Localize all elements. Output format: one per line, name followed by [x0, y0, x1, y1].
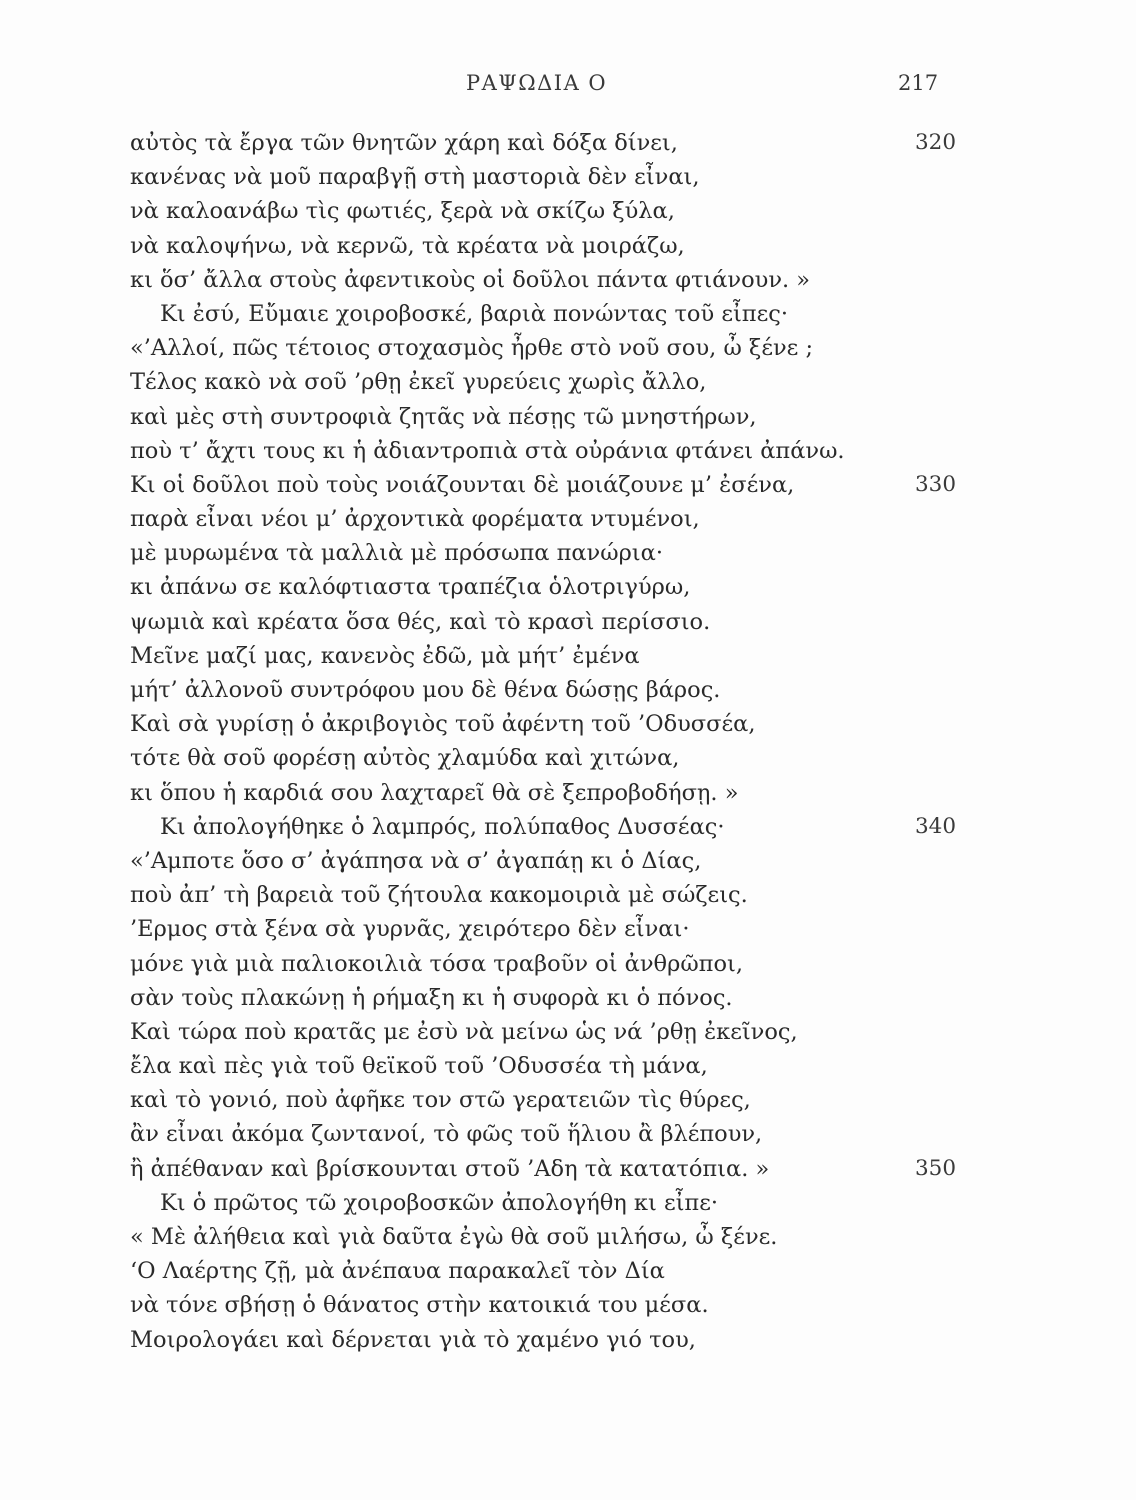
verse-text: Μοιρολογάει καὶ δέρνεται γιὰ τὸ χαμένο γιό του,	[130, 1326, 696, 1353]
verse-line	[0, 160, 1136, 194]
verse-line	[0, 331, 1136, 365]
verse-line	[0, 434, 1136, 468]
verse-text: μήτ’ ἀλλονοῦ συντρόφου μου δὲ θένα δώσῃς βάρος.	[130, 677, 721, 703]
verse-text: Καὶ σὰ γυρίσῃ ὁ ἀκριβογιὸς τοῦ ἀφέντη τοῦ ’Οδυσσέα,	[130, 711, 756, 738]
running-head	[0, 66, 1136, 100]
verse-line	[0, 468, 1136, 502]
verse-text: Κι ὁ πρῶτος τῶ χοιροβοσκῶν ἀπολογήθη κι εἶπε·	[160, 1189, 719, 1216]
verse-line	[0, 229, 1136, 263]
verse-text: Καὶ τώρα ποὺ κρατᾶς με ἐσὺ νὰ μείνω ὡς νά ’ρθῃ ἐκεῖνος,	[130, 1018, 798, 1045]
verse-line	[0, 947, 1136, 981]
verse-line	[0, 536, 1136, 570]
verse-line	[0, 1220, 1136, 1254]
verse-text: κι ὅσ’ ἄλλα στοὺς ἀφεντικοὺς οἱ δοῦλοι πάντα φτιάνουν. »	[130, 266, 811, 293]
verse-line	[0, 1186, 1136, 1220]
verse-line	[0, 400, 1136, 434]
verse-text: Κι ἐσύ, Εὔμαιε χοιροβοσκέ, βαριὰ πονώντας τοῦ εἶπες·	[160, 300, 788, 327]
verse-line	[0, 1083, 1136, 1117]
verse-text: καὶ μὲς στὴ συντροφιὰ ζητᾶς νὰ πέσῃς τῶ μνηστήρων,	[130, 403, 757, 430]
running-title: ΡΑΨΩΔΙΑ Ο	[466, 71, 608, 95]
verse-block	[0, 126, 1136, 1357]
line-number: 340	[915, 813, 957, 839]
verse-text: κι ὅπου ἡ καρδιά σου λαχταρεῖ θὰ σὲ ξεπροβοδήσῃ. »	[130, 779, 739, 806]
verse-line	[0, 707, 1136, 741]
verse-line	[0, 605, 1136, 639]
verse-text: ἂν εἶναι ἀκόμα ζωντανοί, τὸ φῶς τοῦ ἥλιου ἂ βλέπουν,	[130, 1121, 763, 1148]
verse-line	[0, 912, 1136, 946]
verse-text: ψωμιὰ καὶ κρέατα ὅσα θές, καὶ τὸ κρασὶ περίσσιο.	[130, 608, 711, 635]
verse-text: ἢ ἀπέθαναν καὶ βρίσκουνται στοῦ ’Αδη τὰ κατατόπια. »	[130, 1155, 770, 1182]
verse-line	[0, 365, 1136, 399]
verse-text: νὰ καλοανάβω τὶς φωτιές, ξερὰ νὰ σκίζω ξύλα,	[130, 198, 675, 225]
verse-text: « Μὲ ἀλήθεια καὶ γιὰ δαῦτα ἐγὼ θὰ σοῦ μιλήσω, ὦ ξένε.	[130, 1224, 778, 1250]
verse-text: κι ἀπάνω σε καλόφτιαστα τραπέζια ὁλοτριγύρω,	[130, 574, 691, 601]
verse-line	[0, 263, 1136, 297]
verse-text: ποὺ τ’ ἄχτι τους κι ἡ ἀδιαντροπιὰ στὰ οὐράνια φτάνει ἀπάνω.	[130, 437, 845, 464]
verse-text: μὲ μυρωμένα τὰ μαλλιὰ μὲ πρόσωπα πανώρια·	[130, 540, 663, 567]
verse-line	[0, 639, 1136, 673]
verse-text: «’Αμποτε ὅσο σ’ ἀγάπησα νὰ σ’ ἀγαπάῃ κι ὁ Δίας,	[130, 847, 702, 874]
verse-text: Μεῖνε μαζί μας, κανενὸς ἐδῶ, μὰ μήτ’ ἐμένα	[130, 642, 640, 669]
verse-text: ‘Ο Λαέρτης ζῇ, μὰ ἀνέπαυα παρακαλεῖ τὸν Δία	[130, 1258, 665, 1285]
verse-text: καὶ τὸ γονιό, ποὺ ἀφῆκε τον στῶ γερατειῶν τὶς θύρες,	[130, 1087, 751, 1114]
verse-line	[0, 194, 1136, 228]
verse-text: νὰ τόνε σβήσῃ ὁ θάνατος στὴν κατοικιά του μέσα.	[130, 1292, 709, 1319]
verse-line	[0, 502, 1136, 536]
verse-line	[0, 1049, 1136, 1083]
verse-line	[0, 1288, 1136, 1322]
verse-line	[0, 878, 1136, 912]
line-number: 350	[915, 1155, 957, 1181]
verse-line	[0, 1323, 1136, 1357]
verse-text: σὰν τοὺς πλακώνῃ ἡ ρήμαξη κι ἡ συφορὰ κι ὁ πόνος.	[130, 984, 733, 1011]
verse-line	[0, 1015, 1136, 1049]
verse-text: Κι οἱ δοῦλοι ποὺ τοὺς νοιάζουνται δὲ μοιάζουνε μ’ ἐσένα,	[130, 471, 795, 498]
line-number: 320	[915, 130, 957, 155]
verse-text: Κι ἀπολογήθηκε ὁ λαμπρός, πολύπαθος Δυσσέας·	[160, 813, 725, 840]
page-number: 217	[898, 71, 939, 95]
verse-line	[0, 1152, 1136, 1186]
verse-text: κανένας νὰ μοῦ παραβγῇ στὴ μαστοριὰ δὲν εἶναι,	[130, 164, 700, 191]
verse-text: ἔλα καὶ πὲς γιὰ τοῦ θεϊκοῦ τοῦ ’Οδυσσέα τὴ μάνα,	[130, 1053, 708, 1080]
verse-line	[0, 1117, 1136, 1151]
verse-text: Τέλος κακὸ νὰ σοῦ ’ρθῃ ἐκεῖ γυρεύεις χωρὶς ἄλλο,	[130, 369, 707, 396]
verse-line	[0, 776, 1136, 810]
verse-text: αὐτὸς τὰ ἔργα τῶν θνητῶν χάρη καὶ δόξα δίνει,	[130, 130, 678, 156]
verse-line	[0, 844, 1136, 878]
verse-line	[0, 810, 1136, 844]
verse-line	[0, 741, 1136, 775]
verse-text: μόνε γιὰ μιὰ παλιοκοιλιὰ τόσα τραβοῦν οἱ ἀνθρῶποι,	[130, 950, 743, 977]
verse-line	[0, 673, 1136, 707]
verse-line	[0, 981, 1136, 1015]
verse-text: «’Αλλοί, πῶς τέτοιος στοχασμὸς ἦρθε στὸ νοῦ σου, ὦ ξένε ;	[130, 335, 814, 362]
verse-text: νὰ καλοψήνω, νὰ κερνῶ, τὰ κρέατα νὰ μοιράζω,	[130, 232, 685, 259]
verse-text: παρὰ εἶναι νέοι μ’ ἀρχοντικὰ φορέματα ντυμένοι,	[130, 506, 700, 533]
verse-text: τότε θὰ σοῦ φορέσῃ αὐτὸς χλαμύδα καὶ χιτώνα,	[130, 745, 680, 772]
verse-text: ποὺ ἀπ’ τὴ βαρειὰ τοῦ ζήτουλα κακομοιριὰ μὲ σώζεις.	[130, 882, 748, 909]
verse-line	[0, 1254, 1136, 1288]
verse-text: ’Ερμος στὰ ξένα σὰ γυρνᾶς, χειρότερο δὲν εἶναι·	[130, 916, 690, 943]
verse-line	[0, 570, 1136, 604]
verse-line	[0, 126, 1136, 160]
verse-line	[0, 297, 1136, 331]
line-number: 330	[915, 471, 957, 497]
